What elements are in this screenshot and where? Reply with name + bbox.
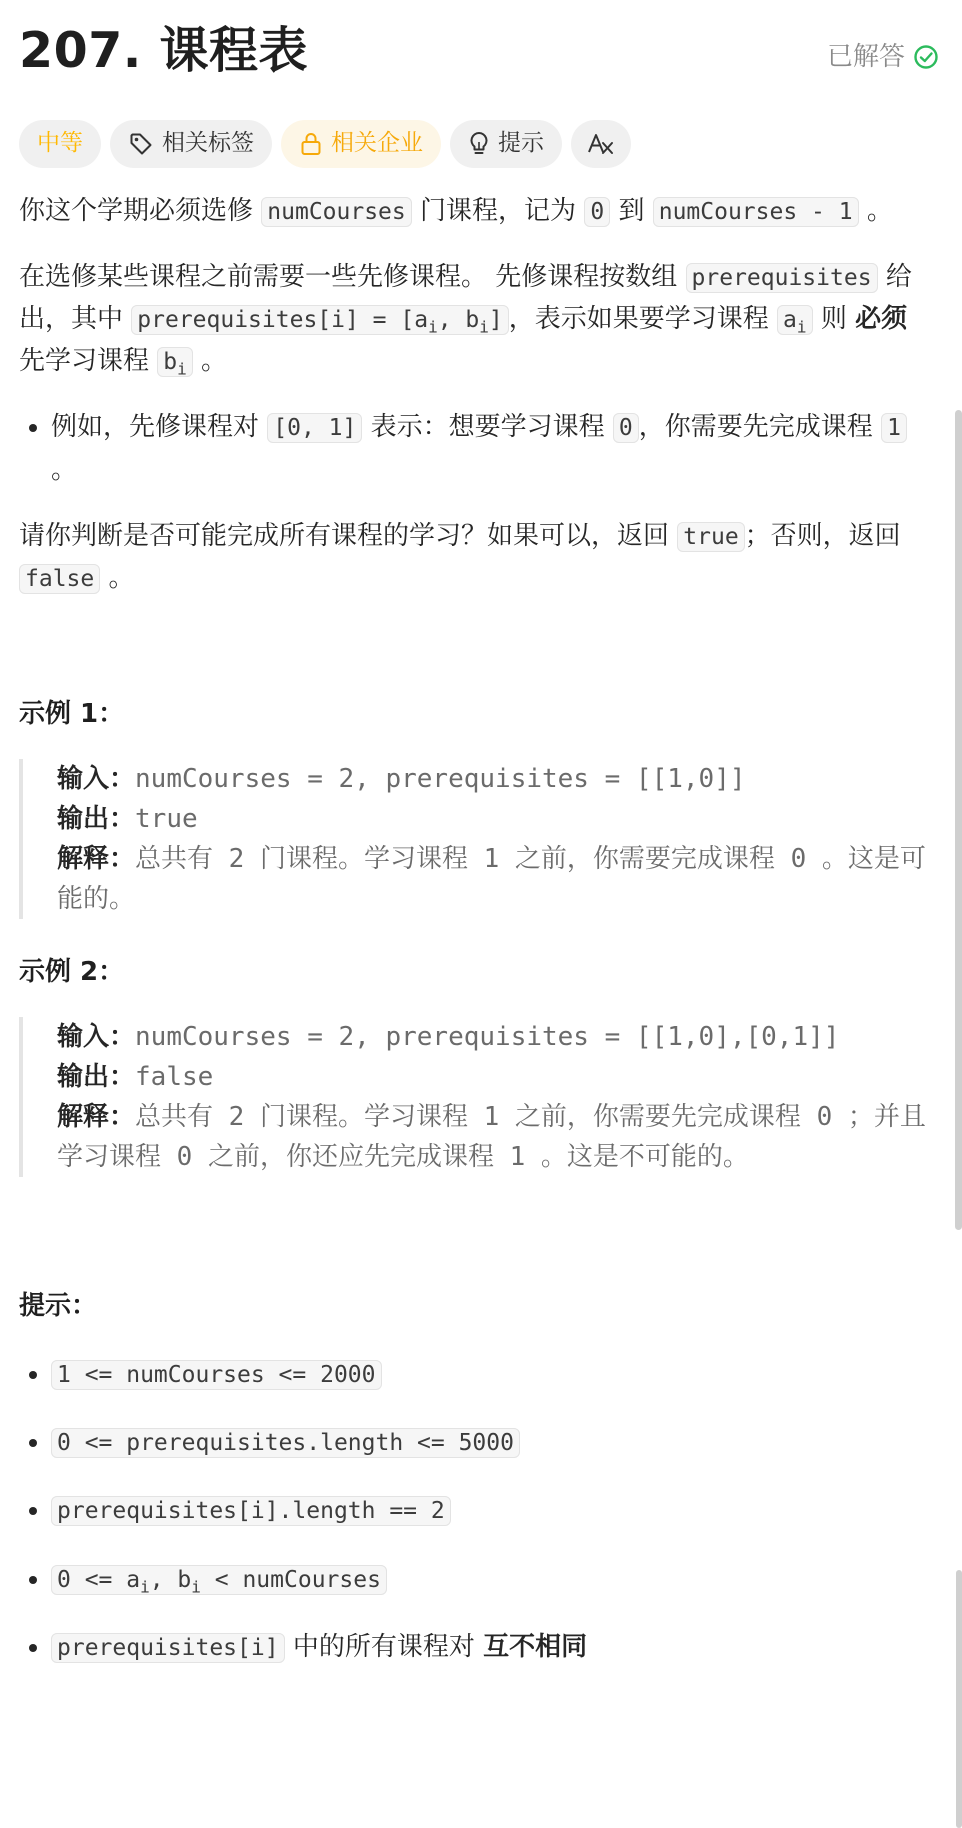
example-1-input: numCourses = 2, prerequisites = [[1,0]] [135, 763, 746, 794]
constraints-title: 提示： [19, 1291, 98, 1322]
scrollbar-lower[interactable] [956, 1570, 962, 1828]
code-bi: $b_i$ [157, 347, 193, 377]
scrollbar[interactable] [955, 410, 962, 1230]
hint-button[interactable] [450, 120, 562, 168]
list-item: • 1 <= numCourses <= 2000 [51, 1353, 939, 1395]
example-2-block: 输入：numCourses = 2, prerequisites = [[1,0],[0,1]] 输出：false 解释：总共有 2 门课程。学习课程 1 之前，你需要先完成课程 0 ；并且学习课程 0 之前，你还应先完成课程 1 。这是不可能的。 [19, 1017, 939, 1177]
solved-status [827, 36, 939, 78]
code-zero: 0 [584, 197, 610, 227]
lightbulb-icon [468, 130, 490, 158]
statement-paragraph-1: 你这个学期必须选修 numCourses 门课程，记为 0 到 numCourses - 1 。 [19, 196, 893, 226]
statement-paragraph-2: 在选修某些课程之前需要一些先修课程。 先修课程按数组 prerequisites 给出，其中 prerequisites[i] = [$a_i$, $b_i$] ，表示如果要学习课程 $a_i$ 则 必须 先学习课程 $b_i$ 。 [19, 262, 912, 379]
hint-label: 提示 [498, 130, 544, 157]
example-1-explanation: 总共有 2 门课程。学习课程 1 之前，你需要完成课程 0 。这是可能的。 [57, 843, 926, 914]
tag-bar [19, 120, 939, 168]
code-prerequisites-def: prerequisites[i] = [$a_i$, $b_i$] [131, 305, 508, 335]
example-2-output: false [135, 1062, 214, 1093]
translate-button[interactable] [571, 120, 631, 168]
list-item: • $0 <= a_i$, $b_i$ < numCourses [51, 1558, 939, 1600]
difficulty-tag[interactable] [19, 120, 101, 168]
constraints-list [19, 1353, 939, 1668]
code-prerequisites: prerequisites [686, 263, 878, 293]
tag-icon [128, 131, 154, 157]
problem-title[interactable]: 207. 课程表 [19, 22, 308, 79]
related-companies-label: 相关企业 [331, 130, 423, 157]
example-bullet-list [19, 406, 939, 490]
problem-header [19, 0, 939, 112]
problem-statement [19, 190, 939, 599]
related-tags-button[interactable] [110, 120, 272, 168]
example-2-explanation: 总共有 2 门课程。学习课程 1 之前，你需要先完成课程 0 ；并且学习课程 0 之前，你还应先完成课程 1 。这是不可能的。 [57, 1102, 926, 1173]
example-1-output: true [135, 803, 198, 834]
solved-label: 已解答 [826, 42, 905, 72]
problem-description [19, 0, 939, 1694]
code-numcourses-minus-one: numCourses - 1 [653, 197, 859, 227]
example-1-title: 示例 1： [19, 698, 125, 729]
related-tags-label: 相关标签 [162, 130, 254, 157]
check-circle-icon [913, 44, 939, 70]
related-companies-button[interactable] [281, 120, 441, 168]
example-1-block: 输入：numCourses = 2, prerequisites = [[1,0]] 输出：true 解释：总共有 2 门课程。学习课程 1 之前，你需要完成课程 0 。这是可能的。 [19, 759, 939, 919]
list-item: • 例如，先修课程对 [0, 1] 表示：想要学习课程 0 ，你需要先完成课程 1 。 [51, 406, 939, 490]
list-item: • prerequisites[i].length == 2 [51, 1489, 939, 1531]
example-2-title: 示例 2： [19, 956, 125, 987]
code-ai: $a_i$ [777, 305, 813, 335]
list-item: • 0 <= prerequisites.length <= 5000 [51, 1421, 939, 1463]
code-numcourses: numCourses [261, 197, 411, 227]
emphasis-must: 必须 [855, 304, 908, 335]
statement-paragraph-3: 请你判断是否可能完成所有课程的学习？如果可以，返回 true ；否则，返回 false 。 [19, 520, 901, 593]
example-2-input: numCourses = 2, prerequisites = [[1,0],[0,1]] [135, 1022, 840, 1053]
translate-icon [587, 131, 615, 157]
list-item: • prerequisites[i] 中的所有课程对 互不相同 [51, 1626, 939, 1668]
lock-icon [299, 131, 323, 157]
difficulty-label: 中等 [37, 130, 83, 157]
